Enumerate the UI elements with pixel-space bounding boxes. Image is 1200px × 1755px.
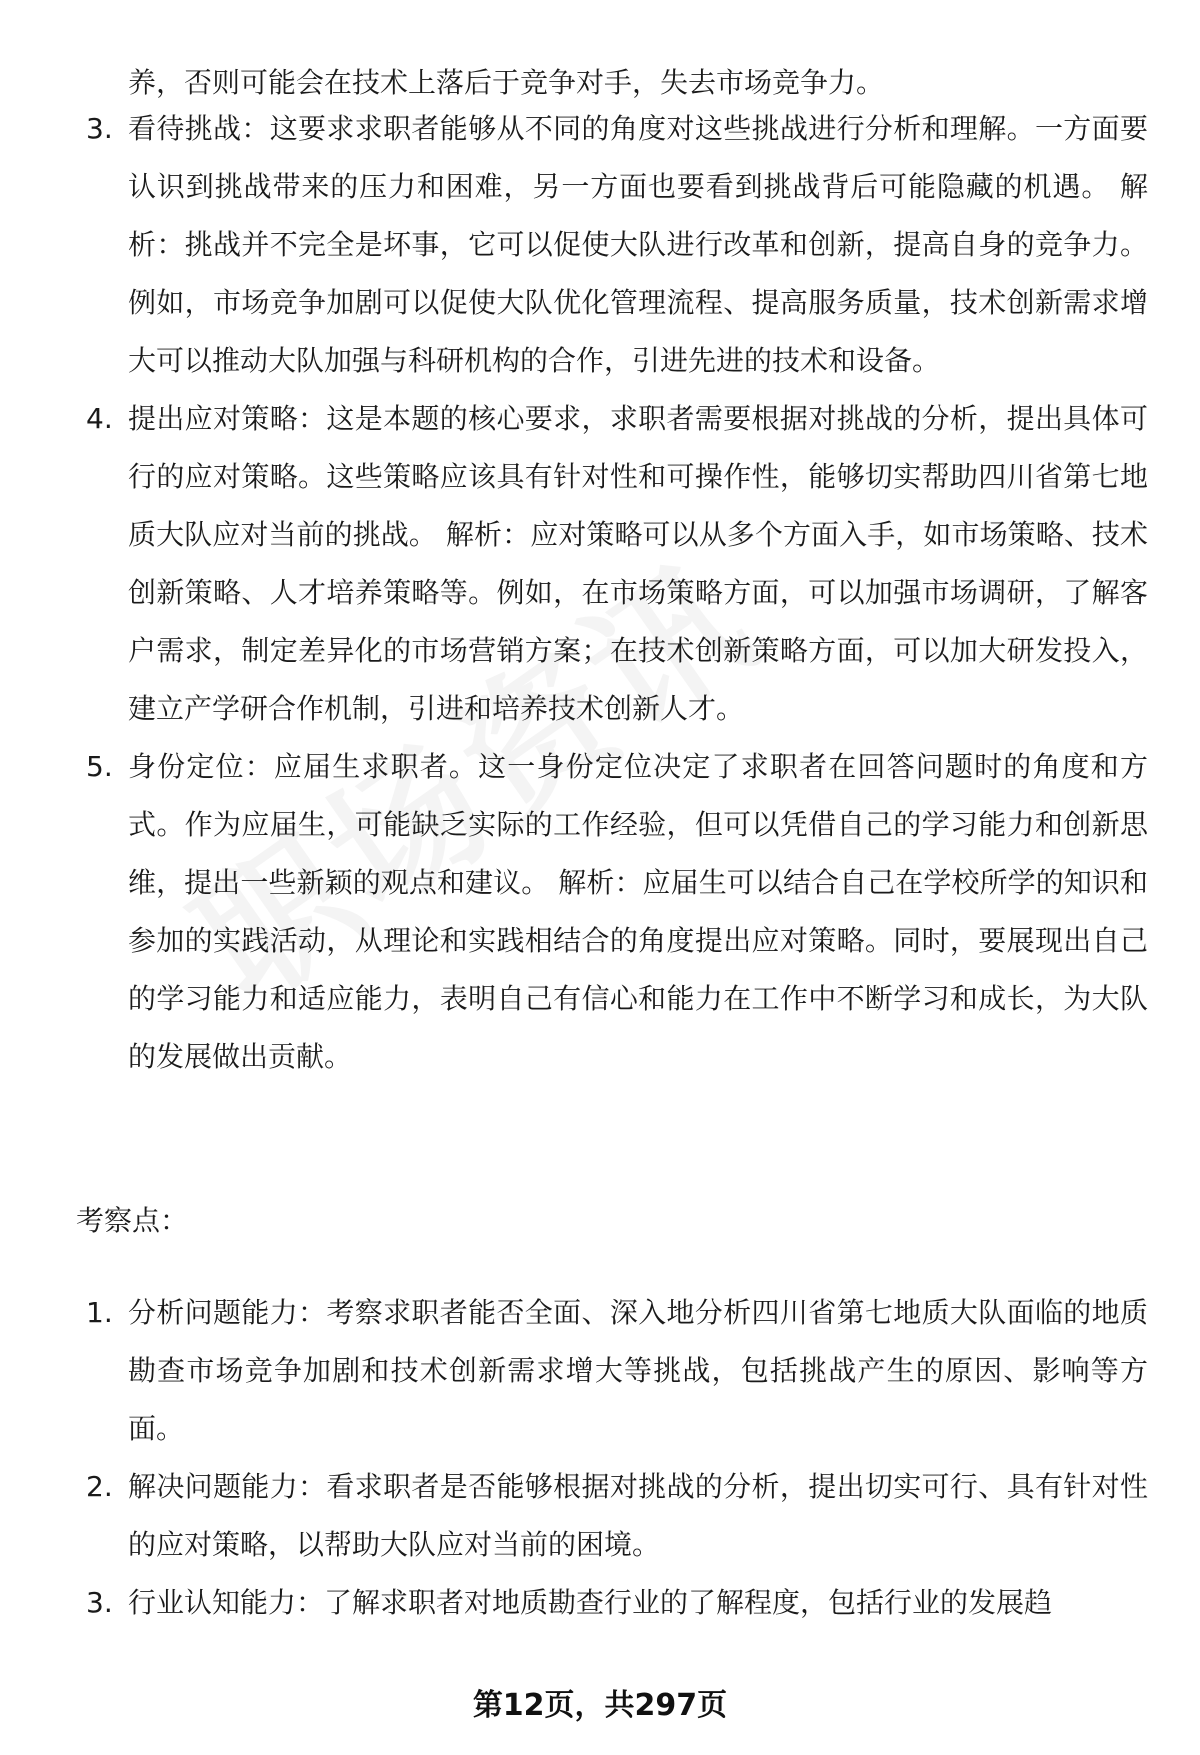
list-item-text: 身份定位：应届生求职者。这一身份定位决定了求职者在回答问题时的角度和方式。作为应届生，可能缺乏实际的工作经验，但可以凭借自己的学习能力和创新思维，提出一些新颖的观点和建议。 解析：应届生可以结合自己在学校所学的知识和参加的实践活动，从理论和实践相结合的角度提出应对策略。同时，要展现出自己的学习能力和适应能力，表明自己有信心和能力在工作中不断学习和成长，为大队的发展做出贡献。: [128, 750, 1148, 1073]
list-item-2: [0, 1458, 1200, 1574]
list-item-number: 2.: [86, 1470, 113, 1503]
list-item-3: [0, 100, 1200, 390]
list-item-text: 提出应对策略：这是本题的核心要求，求职者需要根据对挑战的分析，提出具体可行的应对策略。这些策略应该具有针对性和可操作性，能够切实帮助四川省第七地质大队应对当前的挑战。 解析：应对策略可以从多个方面入手，如市场策略、技术创新策略、人才培养策略等。例如，在市场策略方面，可以加强市场调研，了解客户需求，制定差异化的市场营销方案；在技术创新策略方面，可以加大研发投入，建立产学研合作机制，引进和培养技术创新人才。: [128, 402, 1148, 725]
list-item-number: 3.: [86, 1586, 113, 1619]
list-item-number: 1.: [86, 1296, 113, 1329]
list-item-1: [0, 1284, 1200, 1458]
page-number: 第12页，共297页: [472, 1688, 728, 1723]
list-item-text: 分析问题能力：考察求职者能否全面、深入地分析四川省第七地质大队面临的地质勘查市场竞争加剧和技术创新需求增大等挑战，包括挑战产生的原因、影响等方面。: [128, 1296, 1148, 1445]
list-item-text: 行业认知能力：了解求职者对地质勘查行业的了解程度，包括行业的发展趋: [128, 1586, 1053, 1619]
list-item-5: [0, 738, 1200, 1086]
list-item-number: 3.: [86, 112, 113, 145]
list-item-number: 4.: [86, 402, 113, 435]
list-item-text: 解决问题能力：看求职者是否能够根据对挑战的分析，提出切实可行、具有针对性的应对策略，以帮助大队应对当前的困境。: [128, 1470, 1148, 1561]
continued-paragraph: 养，否则可能会在技术上落后于竞争对手，失去市场竞争力。: [128, 66, 885, 99]
assessment-list: [0, 1284, 1200, 1632]
list-item-4: [0, 390, 1200, 738]
list-item-3b: [0, 1574, 1200, 1632]
analysis-list: [0, 100, 1200, 1086]
section-heading: 考察点：: [76, 1204, 189, 1237]
list-item-text: 看待挑战：这要求求职者能够从不同的角度对这些挑战进行分析和理解。一方面要认识到挑战带来的压力和困难，另一方面也要看到挑战背后可能隐藏的机遇。 解析：挑战并不完全是坏事，它可以促使大队进行改革和创新，提高自身的竞争力。例如，市场竞争加剧可以促使大队优化管理流程、提高服务质量，技术创新需求增大可以推动大队加强与科研机构的合作，引进先进的技术和设备。: [128, 112, 1148, 377]
list-item-number: 5.: [86, 750, 113, 783]
